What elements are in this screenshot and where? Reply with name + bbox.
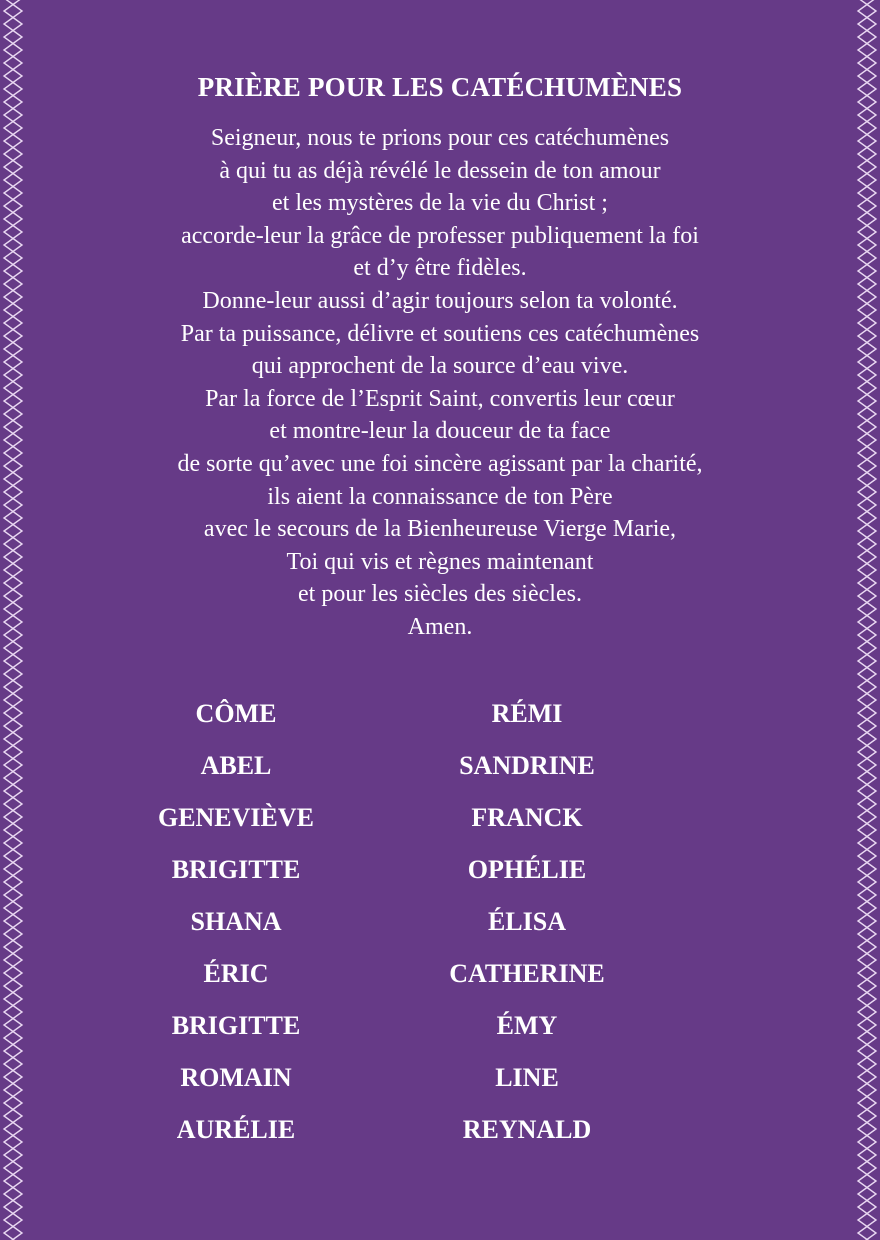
prayer-line: ils aient la connaissance de ton Père [267,483,613,510]
border-diamond [858,343,876,356]
catechumen-name: BRIGITTE [171,1011,301,1040]
border-diamond [4,1162,22,1175]
prayer-line: et pour les siècles des siècles. [298,581,582,608]
border-diamond [4,564,22,577]
catechumen-name: ÉLISA [487,907,567,936]
border-diamond [4,356,22,369]
border-diamond [858,330,876,343]
border-diamond [858,525,876,538]
border-diamond [4,1201,22,1214]
catechumen-name: REYNALD [462,1115,592,1144]
border-diamond [858,551,876,564]
prayer-line: accorde-leur la grâce de professer publiquement la foi [181,222,699,249]
border-diamond [4,57,22,70]
page-title: PRIÈRE POUR LES CATÉCHUMÈNES [197,72,683,102]
border-diamond [858,590,876,603]
catechumen-name: SANDRINE [459,751,595,780]
border-diamond [4,122,22,135]
prayer-line: avec le secours de la Bienheureuse Vierge Marie, [203,516,677,543]
border-diamond [858,629,876,642]
border-diamond [4,161,22,174]
border-diamond [4,213,22,226]
prayer-line: à qui tu as déjà révélé le dessein de ton amour [219,157,661,184]
border-diamond [4,278,22,291]
border-diamond [858,213,876,226]
border-diamond [858,434,876,447]
border-diamond [858,642,876,655]
border-diamond [4,538,22,551]
border-diamond [858,473,876,486]
catechumen-name: FRANCK [471,803,583,832]
border-diamond [858,317,876,330]
border-diamond [858,1201,876,1214]
border-diamond [4,408,22,421]
border-diamond [4,44,22,57]
border-diamond [858,5,876,18]
border-diamond [4,460,22,473]
border-diamond [4,200,22,213]
border-diamond [858,564,876,577]
catechumen-name: OPHÉLIE [467,855,587,884]
border-diamond [4,265,22,278]
border-diamond [858,668,876,681]
border-diamond [4,343,22,356]
prayer-line: et d’y être fidèles. [353,255,527,282]
border-diamond [4,629,22,642]
border-diamond [858,291,876,304]
border-diamond [4,603,22,616]
border-diamond [4,5,22,18]
border-diamond [4,1227,22,1240]
border-diamond [858,1188,876,1201]
border-diamond [4,96,22,109]
border-diamond [4,395,22,408]
border-diamond [4,590,22,603]
border-diamond [858,70,876,83]
border-diamond [858,395,876,408]
prayer-line: Donne-leur aussi d’agir toujours selon ta volonté. [202,287,678,314]
border-diamond [4,304,22,317]
catechumen-name: BRIGITTE [171,855,301,884]
border-diamond [858,148,876,161]
border-diamond [858,109,876,122]
border-diamond [4,1214,22,1227]
border-diamond [858,278,876,291]
border-diamond [4,473,22,486]
border-diamond [858,96,876,109]
prayer-line: Par ta puissance, délivre et soutiens ces catéchumènes [180,320,700,347]
border-diamond [4,174,22,187]
prayer-line: Seigneur, nous te prions pour ces catéchumènes [210,125,670,151]
prayer-line: de sorte qu’avec une foi sincère agissant par la charité, [177,450,703,477]
border-diamond [4,18,22,31]
catechumen-name: RÉMI [491,699,563,728]
border-diamond [4,135,22,148]
prayer-line: Par la force de l’Esprit Saint, convertis leur cœur [205,385,675,412]
border-diamond [4,616,22,629]
border-diamond [4,499,22,512]
border-diamond [858,486,876,499]
border-diamond [858,499,876,512]
border-diamond [4,434,22,447]
border-diamond [858,603,876,616]
border-diamond [858,1227,876,1240]
border-diamond [858,200,876,213]
border-diamond [4,447,22,460]
border-diamond [4,239,22,252]
border-diamond [858,252,876,265]
border-diamond [858,135,876,148]
border-diamond [4,109,22,122]
names-column-right [377,688,677,1156]
border-diamond [858,460,876,473]
border-diamond [858,382,876,395]
border-diamond [858,226,876,239]
border-diamond [858,655,876,668]
border-diamond [858,44,876,57]
border-diamond [4,382,22,395]
catechumen-name: GENEVIÈVE [157,803,315,832]
border-diamond [858,122,876,135]
prayer-line: et montre-leur la douceur de ta face [269,418,611,445]
catechumen-name: ROMAIN [180,1063,292,1092]
catechumen-name: ABEL [200,751,272,780]
border-diamond [4,642,22,655]
border-diamond [4,70,22,83]
border-diamond [4,31,22,44]
border-diamond [858,356,876,369]
catechumen-name: LINE [495,1063,559,1092]
catechumen-name: CATHERINE [449,959,605,988]
border-diamond [858,421,876,434]
border-diamond [858,1175,876,1188]
prayer-line: et les mystères de la vie du Christ ; [272,190,608,217]
border-diamond [858,538,876,551]
prayer-line: qui approchent de la source d’eau vive. [251,353,629,380]
border-diamond [4,1175,22,1188]
border-diamond [858,616,876,629]
border-diamond [4,317,22,330]
border-diamond [858,31,876,44]
border-diamond [4,252,22,265]
border-diamond [4,330,22,343]
border-diamond [858,187,876,200]
border-diamond [4,577,22,590]
border-diamond [858,304,876,317]
catechumen-names [0,688,880,1158]
border-diamond [4,551,22,564]
border-diamond [4,486,22,499]
border-diamond [858,161,876,174]
catechumen-name: CÔME [195,699,277,728]
prayer-line: Amen. [407,613,473,640]
border-diamond [858,265,876,278]
border-diamond [858,447,876,460]
border-diamond [4,187,22,200]
prayer-text [60,122,820,644]
border-diamond [4,148,22,161]
border-diamond [4,421,22,434]
border-diamond [858,57,876,70]
border-diamond [4,291,22,304]
border-diamond [858,369,876,382]
border-diamond [858,18,876,31]
border-diamond [4,369,22,382]
border-diamond [4,1188,22,1201]
catechumen-name: ÉRIC [203,959,269,988]
prayer-line: Toi qui vis et règnes maintenant [286,548,594,575]
catechumen-name: AURÉLIE [176,1115,296,1144]
catechumen-name: ÉMY [496,1011,558,1040]
border-diamond [858,577,876,590]
border-diamond [4,83,22,96]
names-column-left [86,688,386,1156]
border-diamond [4,512,22,525]
border-diamond [4,525,22,538]
border-diamond [4,226,22,239]
border-diamond [858,1162,876,1175]
border-diamond [858,1214,876,1227]
catechumen-name: SHANA [190,907,282,936]
border-diamond [858,174,876,187]
border-diamond [4,668,22,681]
border-diamond [858,512,876,525]
border-diamond [858,239,876,252]
border-diamond [858,408,876,421]
border-diamond [4,655,22,668]
border-diamond [858,83,876,96]
